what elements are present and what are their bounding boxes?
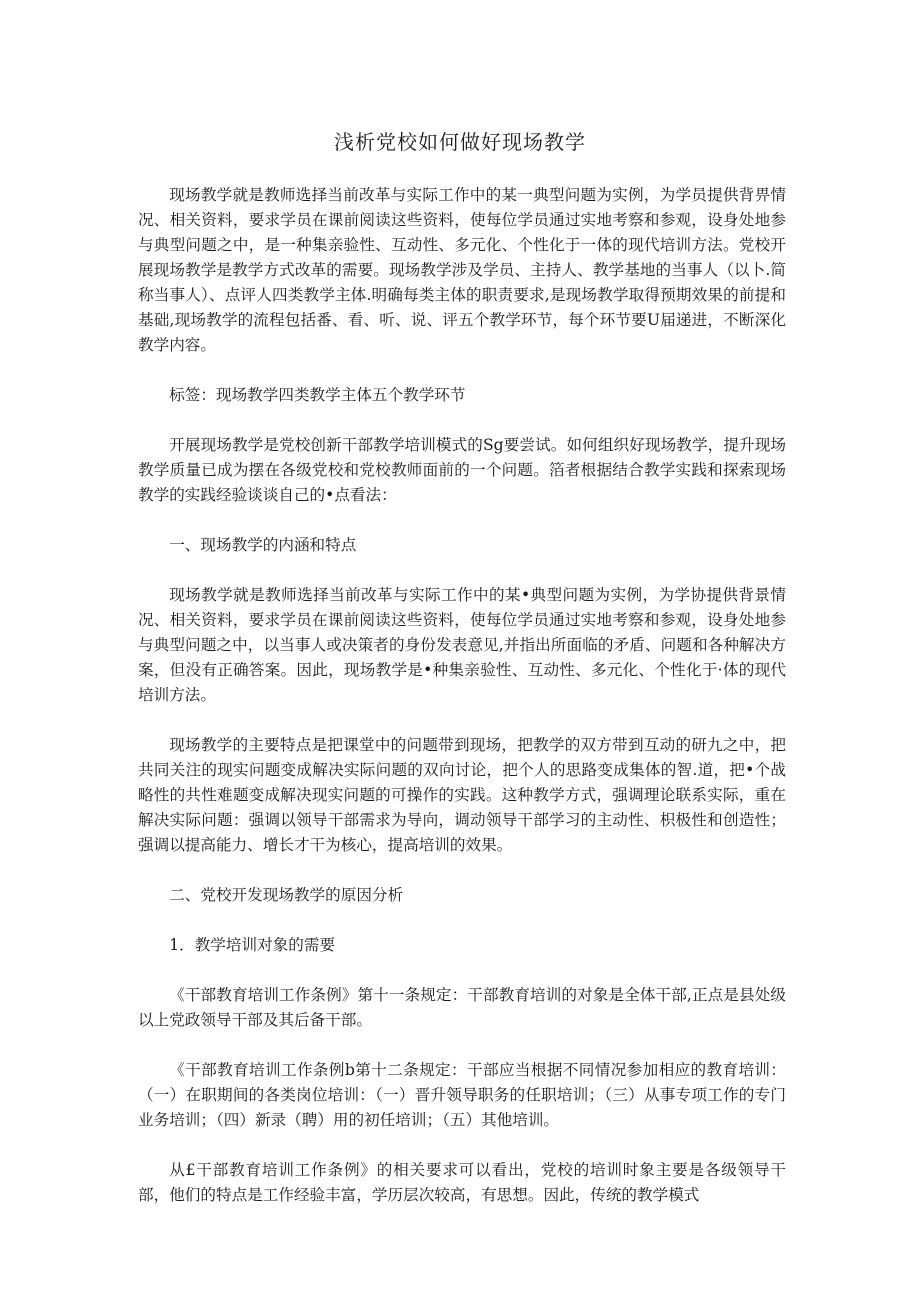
document-title: 浅析党校如何做好现场教学 [334, 130, 586, 154]
body-paragraph: 《干部教育培训工作条例》第十一条规定：干部教育培训的对象是全体干部,正点是县处级以上党政领导干部及其后备干部。 [138, 986, 786, 1029]
section-heading-2: 二、党校开发现场教学的原因分析 [169, 886, 404, 904]
body-paragraph: 《干部教育培训工作条例b第十二条规定：干部应当根据不同情况参加相应的教育培训：（一）在职期间的各类岗位培训：（一）晋升领导职务的任职培训；（三）从事专项工作的专门业务培训；（四）新录（聘）用的初任培训；（五）其他培训。 [138, 1061, 786, 1129]
body-paragraph: 现场教学就是教师选择当前改革与实际工作中的某•典型问题为实例，为学协提供背景情况、相关资料，要求学员在课前阅读这些资料，使每位学员通过实地考察和参观，设身处地参与典型问题之中，以当事人或决策者的身份发表意见,并指出所面临的矛盾、问题和各种解决方案，但没有正确答案。因此，现场教学是•种集亲验性、互动性、多元化、个性化于·体的现代培训方法。 [138, 586, 786, 704]
abstract-paragraph: 现场教学就是教师选择当前改革与实际工作中的某一典型问题为实例，为学员提供背畀情况、相关资料，要求学员在课前阅读这些资料，使每位学员通过实地考察和参观，设身处地参与典型问题之中，是一种集亲验性、互动性、多元化、个性化于一体的现代培训方法。党校开展现场教学是教学方式改革的需要。现场教学涉及学员、主持人、教学基地的当事人（以卜.简称当事人）、点评人四类教学主体.明确每类主体的职责要求,是现场教学取得预期效果的前提和基础,现场教学的流程包括番、看、听、说、评五个教学环节，每个环节要U届递进，不断深化教学内容。 [138, 186, 786, 354]
body-paragraph: 现场教学的主要特点是把课堂中的问题带到现场，把教学的双方带到互动的研九之中，把共同关注的现实问题变成解决实际问题的双向讨论，把个人的思路变成集体的智.道，把•个战略性的共性难题变成解决现实问题的可操作的实践。这种教学方式，强调理论联系实际，重在解决实际问题：强调以领导干部需求为导向，调动领导干部学习的主动性、枳极性和创造性；强调以提高能力、增长才干为核心，提高培训的效果。 [138, 736, 786, 854]
body-paragraph: 从£干部教育培训工作条例》的相关要求可以看出，党校的培训时象主要是各级领导干部，他们的特点是工作经验丰富，学历层次较高，有思想。因此，传统的教学模式 [138, 1161, 786, 1204]
subsection-heading-1: 1．教学培训对象的需要 [169, 936, 336, 954]
document-body [138, 183, 786, 1233]
intro-paragraph: 开展现场教学是党校创新干部教学培训模式的Sg要尝试。如何组织好现场教学，提升现场教学质量已成为摆在各级党校和党校教师面前的一个问题。箔者根据结合教学实践和探索现场教学的实践经验谈谈自己的•点看法： [138, 436, 786, 504]
section-heading-1: 一、现场教学的内涵和特点 [169, 536, 357, 554]
keywords-line: 标签：现场教学四类教学主体五个教学环节 [169, 386, 466, 404]
